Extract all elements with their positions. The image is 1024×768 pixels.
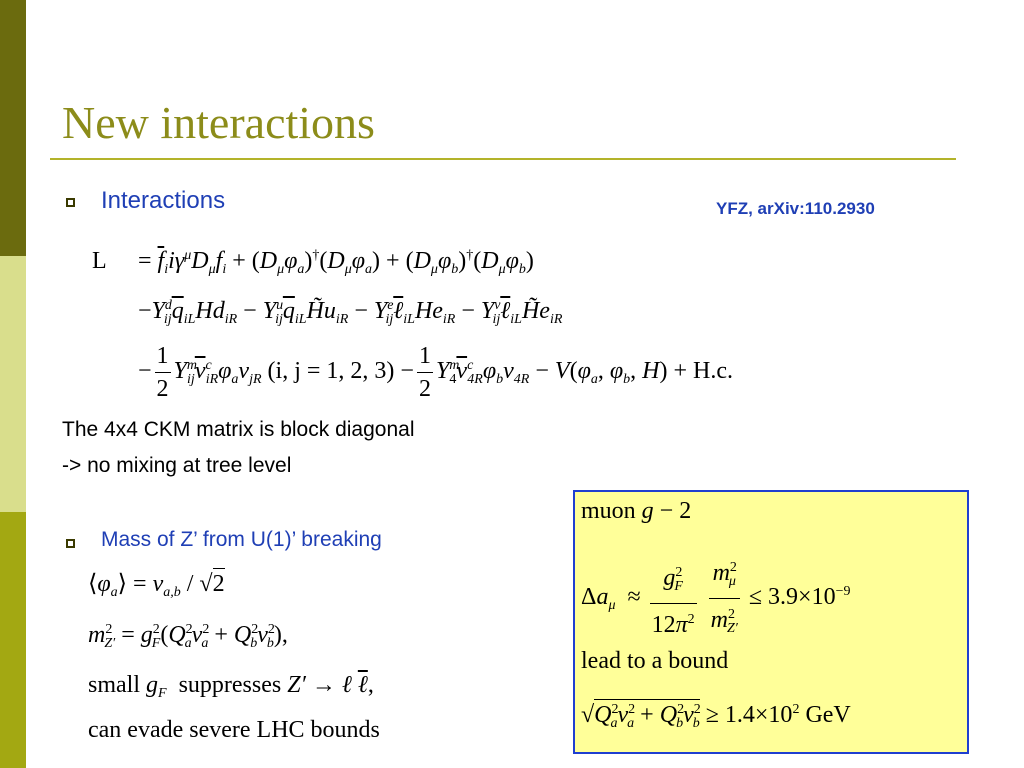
gev-bound-equation: $√Q^2_av^2_a + Q^2_bv^2_b \ge 1.4\times 10^2$ GeV	[581, 702, 851, 732]
muon-g2-heading: muon g − 2	[581, 498, 692, 524]
bullet-square-icon	[66, 539, 75, 548]
lagrangian-line-3: − $\frac{1}{2}$ $Y^m_{ij}\overline{\nu}^c_{iR}\varphi_a\nu_{jR}$ (i, j = 1, 2, 3) − $\frac{1}{2}$ $Y^m_4\overline{\nu}^c_{4R}\varphi_b\nu_{4R} - V(\varphi_a$, $\varphi_b$, H) + H.c.	[138, 340, 733, 405]
z-mass-equation: $m^2_{Z'} = g^2_F(Q^2_av^2_a + Q^2_bv^2_b)$,	[88, 622, 288, 651]
bullet-square-icon	[66, 198, 75, 207]
reference-label: YFZ, arXiv:110.2930	[716, 199, 875, 218]
ckm-note-line-2: -> no mixing at tree level	[62, 454, 292, 477]
decor-stripe-bottom	[0, 512, 26, 768]
bullet-interactions: Interactions	[101, 187, 226, 214]
decor-stripe-middle	[0, 256, 26, 512]
slide-title: New interactions	[62, 97, 375, 148]
lagrangian-line-2: $-Y^d_{ij}\overline{q}_{iL}Hd_{iR}$ − $Y^u_{ij}\overline{q}_{iL}H̃u_{iR}$ − $Y^e_{ij}\ell_{iL}He_{iR}$ − $Y^\nu_{ij}\ell_{iL}H̃e_{iR}$	[138, 298, 563, 327]
lagrangian-line-1: = $\overline{f}_ii\gamma^\mu D_\mu f_i + (D_\mu\varphi_a)^\dagger(D_\mu\varphi_a) + (D_\mu\varphi_b)^\dagger(D_\mu\varphi_b)$	[138, 248, 534, 277]
small-label: small	[88, 672, 140, 698]
ckm-note-line-1: The 4x4 CKM matrix is block diagonal	[62, 418, 415, 441]
title-underline	[50, 158, 956, 160]
lead-to-bound-label: lead to a bound	[581, 648, 729, 674]
lhc-bounds-line: can evade severe LHC bounds	[88, 717, 380, 743]
bullet-z-mass: Mass of Z’ from U(1)’ breaking	[101, 528, 382, 551]
hermitian-conjugate: H.c.	[693, 358, 733, 385]
suppresses-label: suppresses	[178, 672, 282, 698]
index-range: (i, j = 1, 2, 3)	[267, 358, 395, 385]
muon-g2-box	[573, 490, 969, 754]
gev-bound-exponent: 2	[792, 702, 800, 717]
small-gf-line: small $g_F$ suppresses Z′ → ℓ ℓ,	[88, 672, 374, 701]
decor-stripe-top	[0, 0, 26, 256]
muon-label: muon	[581, 498, 636, 524]
lagrangian-symbol: L	[92, 248, 107, 274]
vev-equation: $⟨\varphi_a⟩ = v_{a,b} / √2$	[88, 569, 225, 601]
g2-bound-value: 3.9×10	[768, 584, 836, 611]
gev-bound-value: 1.4×10	[724, 702, 793, 728]
delta-a-mu-equation: $\Delta a_\mu$ ≈ $\frac{g^2_F}{12\pi^2}$ $\frac{m^2_\mu}{m^2_{Z'}}$ ≤ $3.9\times 10^{-9}$	[581, 552, 851, 645]
g2-bound-exponent: −9	[835, 584, 851, 600]
gev-unit: GeV	[805, 702, 851, 728]
